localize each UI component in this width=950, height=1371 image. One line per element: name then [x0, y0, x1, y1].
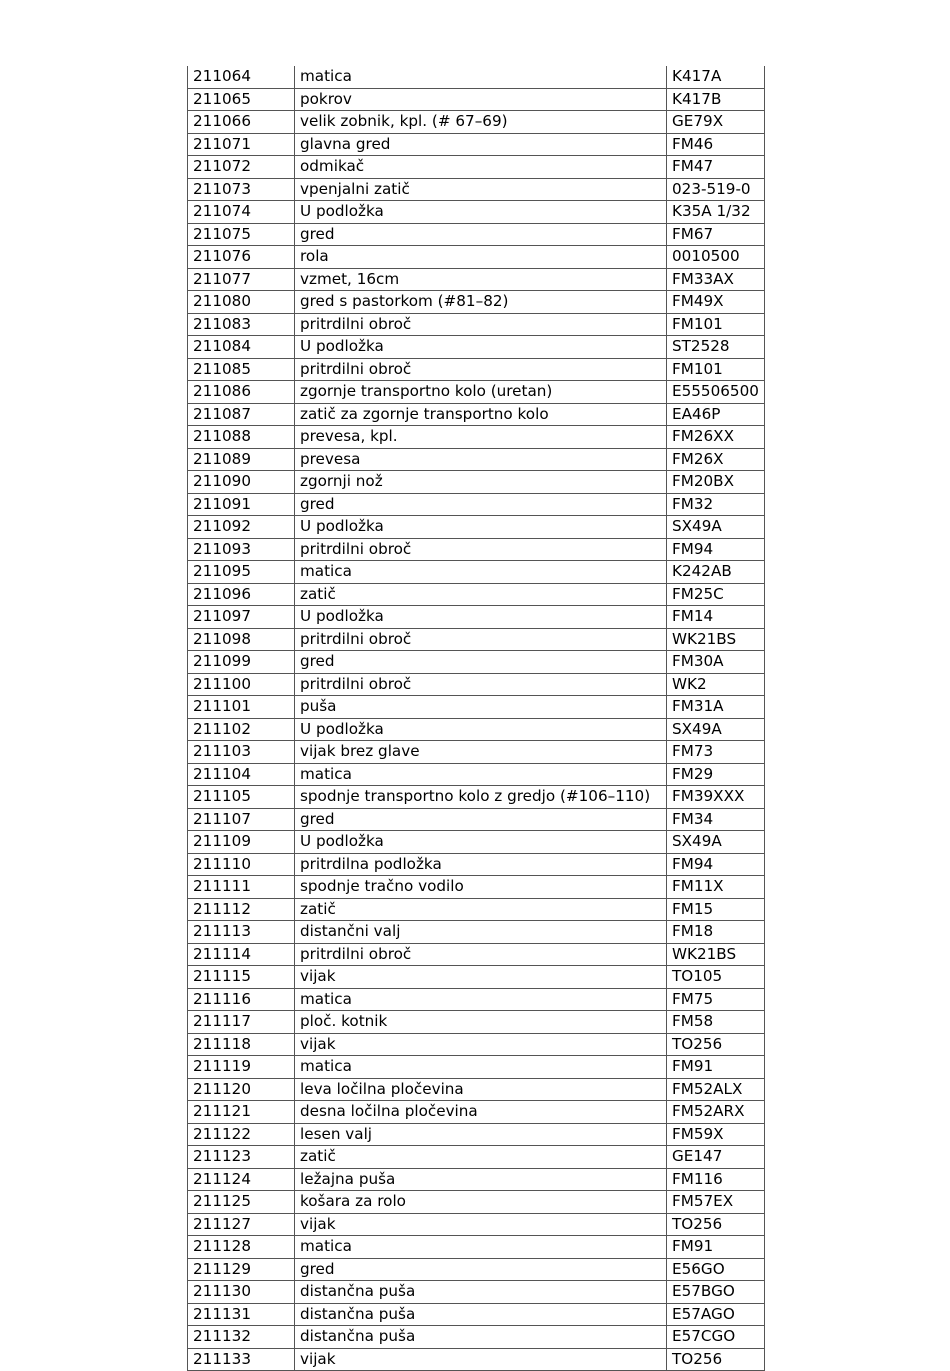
description-cell: pritrdilni obroč	[295, 673, 667, 696]
part-number-cell: 211112	[188, 898, 295, 921]
table-row	[188, 403, 765, 426]
part-number-cell: 211100	[188, 673, 295, 696]
part-number-cell: 211093	[188, 538, 295, 561]
code-cell: FM32	[667, 493, 765, 516]
table-row	[188, 1191, 765, 1214]
code-cell: FM39XXX	[667, 786, 765, 809]
code-cell: FM30A	[667, 651, 765, 674]
code-cell: WK21BS	[667, 943, 765, 966]
code-cell: K417A	[667, 66, 765, 88]
description-cell: glavna gred	[295, 133, 667, 156]
table-row	[188, 381, 765, 404]
table-row	[188, 1078, 765, 1101]
table-row	[188, 1281, 765, 1304]
table-row	[188, 1101, 765, 1124]
part-number-cell: 211071	[188, 133, 295, 156]
part-number-cell: 211123	[188, 1146, 295, 1169]
description-cell: gred	[295, 651, 667, 674]
code-cell: GE147	[667, 1146, 765, 1169]
description-cell: distančni valj	[295, 921, 667, 944]
table-row	[188, 561, 765, 584]
code-cell: FM15	[667, 898, 765, 921]
table-row	[188, 1123, 765, 1146]
code-cell: FM57EX	[667, 1191, 765, 1214]
part-number-cell: 211084	[188, 336, 295, 359]
table-row	[188, 786, 765, 809]
code-cell: WK21BS	[667, 628, 765, 651]
part-number-cell: 211128	[188, 1236, 295, 1259]
part-number-cell: 211095	[188, 561, 295, 584]
code-cell: FM101	[667, 358, 765, 381]
description-cell: rola	[295, 246, 667, 269]
part-number-cell: 211065	[188, 88, 295, 111]
part-number-cell: 211102	[188, 718, 295, 741]
part-number-cell: 211131	[188, 1303, 295, 1326]
code-cell: FM75	[667, 988, 765, 1011]
description-cell: matica	[295, 988, 667, 1011]
description-cell: U podložka	[295, 718, 667, 741]
table-row	[188, 291, 765, 314]
description-cell: pokrov	[295, 88, 667, 111]
part-number-cell: 211077	[188, 268, 295, 291]
code-cell: K242AB	[667, 561, 765, 584]
description-cell: distančna puša	[295, 1281, 667, 1304]
part-number-cell: 211097	[188, 606, 295, 629]
table-row	[188, 741, 765, 764]
part-number-cell: 211117	[188, 1011, 295, 1034]
table-row	[188, 831, 765, 854]
code-cell: ST2528	[667, 336, 765, 359]
part-number-cell: 211109	[188, 831, 295, 854]
part-number-cell: 211130	[188, 1281, 295, 1304]
part-number-cell: 211089	[188, 448, 295, 471]
code-cell: 023-519-0	[667, 178, 765, 201]
code-cell: E55506500	[667, 381, 765, 404]
code-cell: FM11X	[667, 876, 765, 899]
table-row	[188, 1213, 765, 1236]
description-cell: matica	[295, 1236, 667, 1259]
code-cell: FM58	[667, 1011, 765, 1034]
table-row	[188, 156, 765, 179]
description-cell: leva ločilna pločevina	[295, 1078, 667, 1101]
description-cell: zatič	[295, 898, 667, 921]
description-cell: matica	[295, 561, 667, 584]
part-number-cell: 211091	[188, 493, 295, 516]
table-row	[188, 111, 765, 134]
code-cell: FM94	[667, 853, 765, 876]
code-cell: E56GO	[667, 1258, 765, 1281]
part-number-cell: 211087	[188, 403, 295, 426]
table-row	[188, 628, 765, 651]
description-cell: pritrdilni obroč	[295, 628, 667, 651]
part-number-cell: 211080	[188, 291, 295, 314]
table-row	[188, 336, 765, 359]
part-number-cell: 211107	[188, 808, 295, 831]
part-number-cell: 211088	[188, 426, 295, 449]
table-row	[188, 448, 765, 471]
part-number-cell: 211083	[188, 313, 295, 336]
description-cell: pritrdilna podložka	[295, 853, 667, 876]
code-cell: TO256	[667, 1348, 765, 1371]
table-row	[188, 673, 765, 696]
description-cell: gred s pastorkom (#81–82)	[295, 291, 667, 314]
code-cell: E57BGO	[667, 1281, 765, 1304]
table-row	[188, 1326, 765, 1349]
code-cell: FM14	[667, 606, 765, 629]
description-cell: vijak	[295, 1348, 667, 1371]
table-row	[188, 538, 765, 561]
code-cell: FM25C	[667, 583, 765, 606]
table-row	[188, 1011, 765, 1034]
description-cell: odmikač	[295, 156, 667, 179]
description-cell: U podložka	[295, 201, 667, 224]
code-cell: FM52ALX	[667, 1078, 765, 1101]
description-cell: distančna puša	[295, 1303, 667, 1326]
description-cell: zatič	[295, 1146, 667, 1169]
description-cell: gred	[295, 808, 667, 831]
parts-table	[187, 66, 765, 1371]
part-number-cell: 211066	[188, 111, 295, 134]
description-cell: vpenjalni zatič	[295, 178, 667, 201]
description-cell: zgornje transportno kolo (uretan)	[295, 381, 667, 404]
table-row	[188, 853, 765, 876]
description-cell: gred	[295, 1258, 667, 1281]
description-cell: vijak	[295, 966, 667, 989]
description-cell: ploč. kotnik	[295, 1011, 667, 1034]
part-number-cell: 211072	[188, 156, 295, 179]
table-row	[188, 808, 765, 831]
part-number-cell: 211120	[188, 1078, 295, 1101]
code-cell: FM26X	[667, 448, 765, 471]
code-cell: FM33AX	[667, 268, 765, 291]
description-cell: pritrdilni obroč	[295, 943, 667, 966]
code-cell: FM73	[667, 741, 765, 764]
description-cell: zatič za zgornje transportno kolo	[295, 403, 667, 426]
part-number-cell: 211064	[188, 66, 295, 88]
code-cell: SX49A	[667, 516, 765, 539]
code-cell: EA46P	[667, 403, 765, 426]
code-cell: FM52ARX	[667, 1101, 765, 1124]
table-row	[188, 651, 765, 674]
table-row	[188, 696, 765, 719]
table-row	[188, 1303, 765, 1326]
table-row	[188, 88, 765, 111]
description-cell: puša	[295, 696, 667, 719]
part-number-cell: 211098	[188, 628, 295, 651]
description-cell: pritrdilni obroč	[295, 358, 667, 381]
table-row	[188, 921, 765, 944]
part-number-cell: 211090	[188, 471, 295, 494]
description-cell: matica	[295, 763, 667, 786]
code-cell: FM18	[667, 921, 765, 944]
table-row	[188, 763, 765, 786]
table-row	[188, 966, 765, 989]
table-row	[188, 1348, 765, 1371]
code-cell: FM46	[667, 133, 765, 156]
table-row	[188, 988, 765, 1011]
table-row	[188, 876, 765, 899]
description-cell: matica	[295, 1056, 667, 1079]
table-row	[188, 133, 765, 156]
description-cell: vijak	[295, 1033, 667, 1056]
table-row	[188, 1236, 765, 1259]
table-row	[188, 516, 765, 539]
code-cell: K35A 1/32	[667, 201, 765, 224]
description-cell: košara za rolo	[295, 1191, 667, 1214]
code-cell: FM26XX	[667, 426, 765, 449]
part-number-cell: 211073	[188, 178, 295, 201]
table-row	[188, 606, 765, 629]
code-cell: FM91	[667, 1236, 765, 1259]
description-cell: prevesa	[295, 448, 667, 471]
table-row	[188, 178, 765, 201]
description-cell: matica	[295, 66, 667, 88]
description-cell: spodnje tračno vodilo	[295, 876, 667, 899]
table-row	[188, 358, 765, 381]
part-number-cell: 211116	[188, 988, 295, 1011]
part-number-cell: 211092	[188, 516, 295, 539]
part-number-cell: 211125	[188, 1191, 295, 1214]
code-cell: FM47	[667, 156, 765, 179]
table-row	[188, 1146, 765, 1169]
code-cell: FM101	[667, 313, 765, 336]
description-cell: gred	[295, 223, 667, 246]
part-number-cell: 211115	[188, 966, 295, 989]
description-cell: U podložka	[295, 516, 667, 539]
part-number-cell: 211085	[188, 358, 295, 381]
code-cell: FM20BX	[667, 471, 765, 494]
description-cell: vzmet, 16cm	[295, 268, 667, 291]
description-cell: desna ločilna pločevina	[295, 1101, 667, 1124]
table-row	[188, 898, 765, 921]
description-cell: pritrdilni obroč	[295, 313, 667, 336]
part-number-cell: 211113	[188, 921, 295, 944]
part-number-cell: 211075	[188, 223, 295, 246]
description-cell: lesen valj	[295, 1123, 667, 1146]
description-cell: vijak brez glave	[295, 741, 667, 764]
part-number-cell: 211111	[188, 876, 295, 899]
table-row	[188, 471, 765, 494]
code-cell: SX49A	[667, 831, 765, 854]
part-number-cell: 211124	[188, 1168, 295, 1191]
part-number-cell: 211086	[188, 381, 295, 404]
code-cell: E57CGO	[667, 1326, 765, 1349]
parts-table-body	[188, 66, 765, 1371]
code-cell: FM91	[667, 1056, 765, 1079]
part-number-cell: 211105	[188, 786, 295, 809]
table-row	[188, 943, 765, 966]
code-cell: FM29	[667, 763, 765, 786]
table-row	[188, 493, 765, 516]
code-cell: FM94	[667, 538, 765, 561]
part-number-cell: 211101	[188, 696, 295, 719]
part-number-cell: 211099	[188, 651, 295, 674]
description-cell: U podložka	[295, 606, 667, 629]
description-cell: U podložka	[295, 831, 667, 854]
table-row	[188, 1056, 765, 1079]
code-cell: WK2	[667, 673, 765, 696]
code-cell: 0010500	[667, 246, 765, 269]
description-cell: distančna puša	[295, 1326, 667, 1349]
part-number-cell: 211076	[188, 246, 295, 269]
part-number-cell: 211104	[188, 763, 295, 786]
part-number-cell: 211110	[188, 853, 295, 876]
table-row	[188, 1258, 765, 1281]
table-row	[188, 583, 765, 606]
code-cell: GE79X	[667, 111, 765, 134]
table-row	[188, 1033, 765, 1056]
part-number-cell: 211129	[188, 1258, 295, 1281]
part-number-cell: 211122	[188, 1123, 295, 1146]
code-cell: FM31A	[667, 696, 765, 719]
part-number-cell: 211103	[188, 741, 295, 764]
code-cell: FM34	[667, 808, 765, 831]
description-cell: zatič	[295, 583, 667, 606]
table-row	[188, 223, 765, 246]
code-cell: K417B	[667, 88, 765, 111]
table-row	[188, 268, 765, 291]
description-cell: prevesa, kpl.	[295, 426, 667, 449]
code-cell: FM49X	[667, 291, 765, 314]
part-number-cell: 211118	[188, 1033, 295, 1056]
table-row	[188, 246, 765, 269]
code-cell: FM67	[667, 223, 765, 246]
parts-list	[187, 66, 764, 1371]
part-number-cell: 211132	[188, 1326, 295, 1349]
description-cell: U podložka	[295, 336, 667, 359]
code-cell: FM59X	[667, 1123, 765, 1146]
code-cell: TO256	[667, 1213, 765, 1236]
table-row	[188, 313, 765, 336]
description-cell: zgornji nož	[295, 471, 667, 494]
description-cell: spodnje transportno kolo z gredjo (#106–110)	[295, 786, 667, 809]
part-number-cell: 211096	[188, 583, 295, 606]
part-number-cell: 211114	[188, 943, 295, 966]
table-row	[188, 718, 765, 741]
code-cell: SX49A	[667, 718, 765, 741]
description-cell: velik zobnik, kpl. (# 67–69)	[295, 111, 667, 134]
part-number-cell: 211127	[188, 1213, 295, 1236]
code-cell: E57AGO	[667, 1303, 765, 1326]
code-cell: TO105	[667, 966, 765, 989]
part-number-cell: 211133	[188, 1348, 295, 1371]
description-cell: gred	[295, 493, 667, 516]
code-cell: TO256	[667, 1033, 765, 1056]
description-cell: pritrdilni obroč	[295, 538, 667, 561]
table-row	[188, 426, 765, 449]
description-cell: ležajna puša	[295, 1168, 667, 1191]
table-row	[188, 66, 765, 88]
table-row	[188, 201, 765, 224]
part-number-cell: 211121	[188, 1101, 295, 1124]
code-cell: FM116	[667, 1168, 765, 1191]
part-number-cell: 211074	[188, 201, 295, 224]
description-cell: vijak	[295, 1213, 667, 1236]
table-row	[188, 1168, 765, 1191]
part-number-cell: 211119	[188, 1056, 295, 1079]
